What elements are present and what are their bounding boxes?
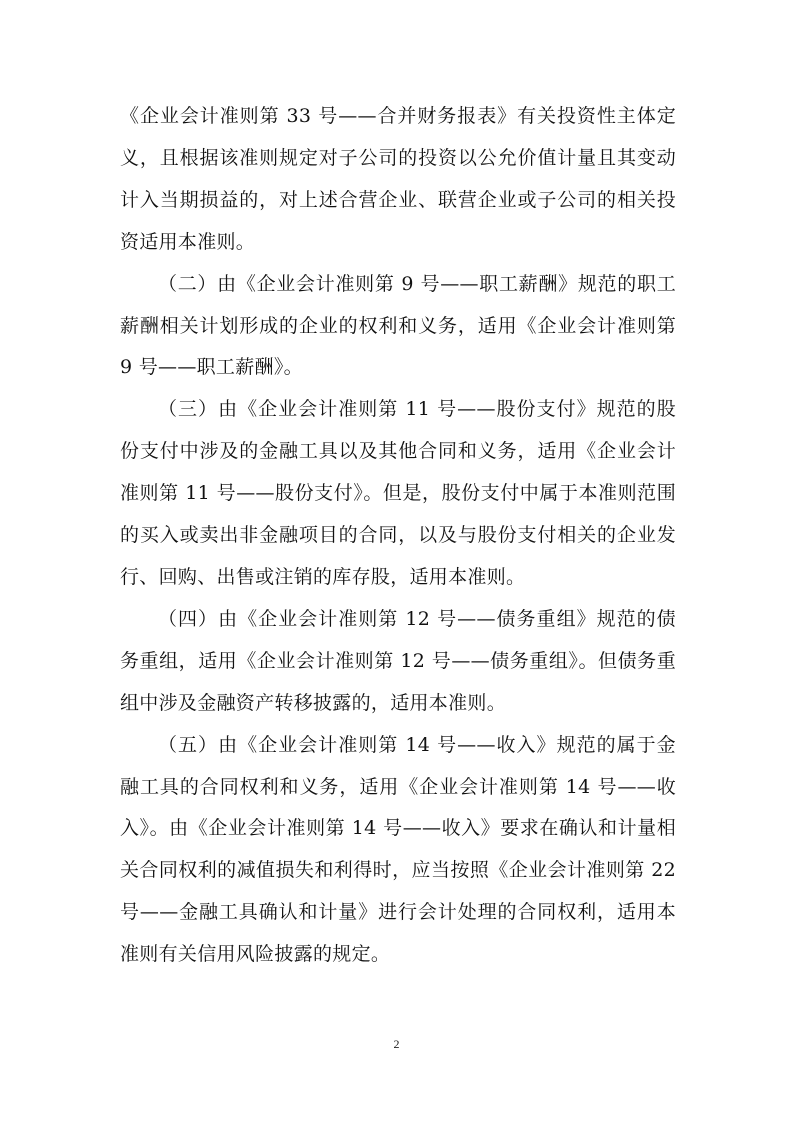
paragraph-item-3: （三）由《企业会计准则第 11 号——股份支付》规范的股份支付中涉及的金融工具以及其他合同和义务，适用《企业会计准则第 11 号——股份支付》。但是，股份支付中属于本准则范围的买入或卖出非金融项目的合同，以及与股份支付相关的企业发行、回购、出售或注销的库存股，适用本准则。 [120,398,676,588]
paragraph-item-5: （五）由《企业会计准则第 14 号——收入》规范的属于金融工具的合同权利和义务，适用《企业会计准则第 14 号——收入》。由《企业会计准则第 14 号——收入》要求在确认和计量相关合同权利的减值损失和利得时，应当按照《企业会计准则第 22 号——金融工具确认和计量》进行会计处理的合同权利，适用本准则有关信用风险披露的规定。 [120,733,676,966]
paragraph-item-2: （二）由《企业会计准则第 9 号——职工薪酬》规范的职工薪酬相关计划形成的企业的权利和义务，适用《企业会计准则第 9 号——职工薪酬》。 [120,272,676,379]
paragraph-item-4: （四）由《企业会计准则第 12 号——债务重组》规范的债务重组，适用《企业会计准则第 12 号——债务重组》。但债务重组中涉及金融资产转移披露的，适用本准则。 [120,607,676,714]
document-body [120,96,676,976]
paragraph-continuation: 《企业会计准则第 33 号——合并财务报表》有关投资性主体定义，且根据该准则规定对子公司的投资以公允价值计量且其变动计入当期损益的，对上述合营企业、联营企业或子公司的相关投资适用本准则。 [120,105,676,253]
page-number: 2 [393,1037,400,1051]
